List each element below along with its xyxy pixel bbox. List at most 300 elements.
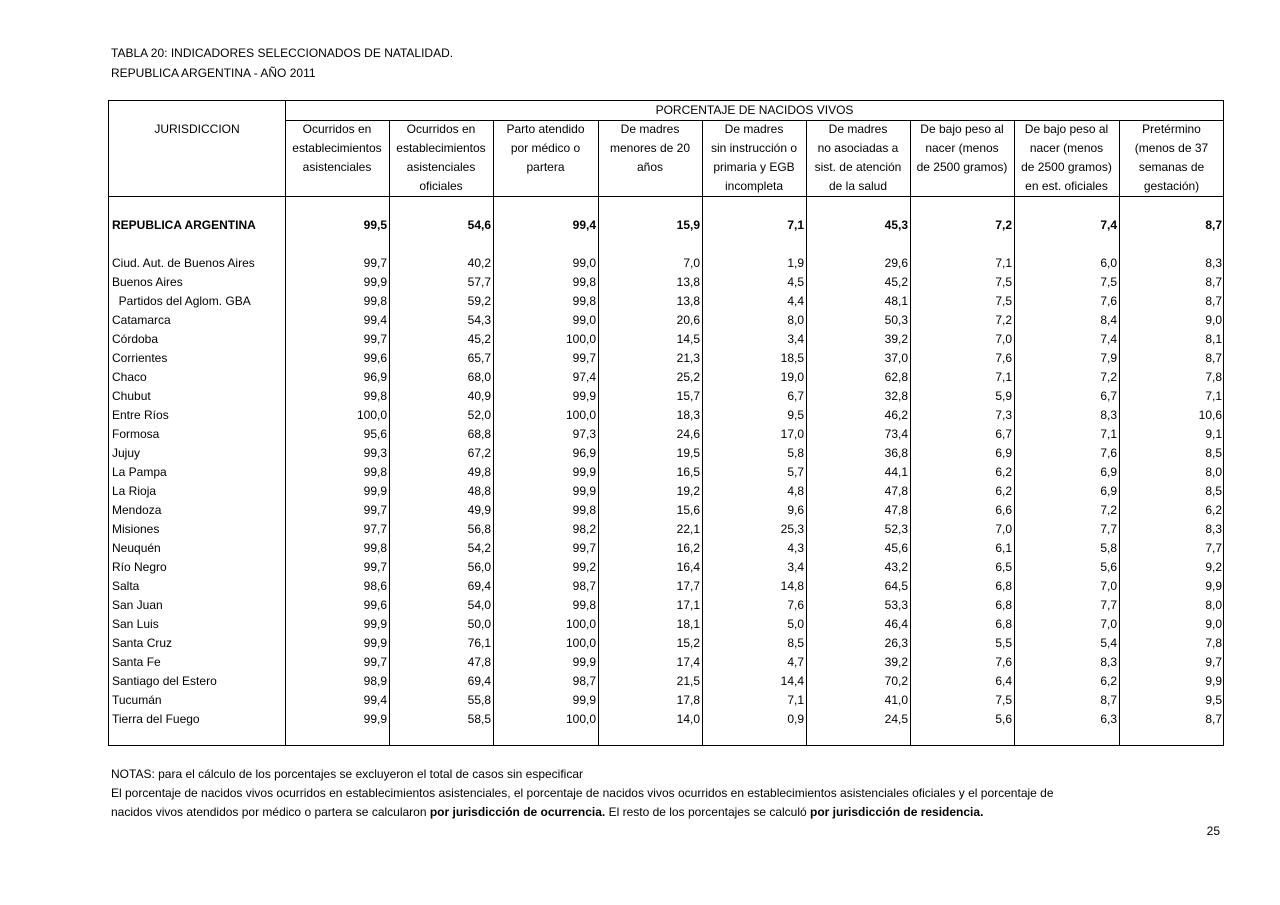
- table-row-value: 9,9: [1205, 674, 1222, 688]
- table-row-value: 8,0: [1205, 465, 1222, 479]
- table-row-value: 6,7: [995, 427, 1012, 441]
- table-row-value: 40,2: [467, 256, 491, 270]
- page-number: 25: [1206, 824, 1220, 838]
- table-row-value: 7,6: [995, 655, 1012, 669]
- table-row-value: 41,0: [884, 693, 908, 707]
- total-row-name: REPUBLICA ARGENTINA: [112, 218, 256, 232]
- table-row-value: 10,6: [1198, 408, 1222, 422]
- table-row-value: 6,0: [1100, 256, 1117, 270]
- table-row-value: 68,8: [467, 427, 491, 441]
- table-row-name: Catamarca: [112, 313, 171, 327]
- table-row-value: 99,9: [572, 465, 596, 479]
- group-header: PORCENTAJE DE NACIDOS VIVOS: [655, 103, 854, 117]
- table-row-value: 40,9: [467, 389, 491, 403]
- table-row-value: 39,2: [884, 655, 908, 669]
- table-row-value: 97,7: [363, 522, 387, 536]
- table-row-value: 21,3: [676, 351, 700, 365]
- total-row-value: 7,4: [1100, 218, 1117, 232]
- table-row-value: 14,4: [780, 674, 804, 688]
- table-row-value: 7,4: [1100, 332, 1117, 346]
- table-row-value: 0,9: [787, 712, 804, 726]
- table-row-value: 99,8: [363, 541, 387, 555]
- table-row-name: La Pampa: [112, 465, 167, 479]
- column-header-line: Parto atendido: [506, 122, 585, 136]
- table-row-value: 99,0: [572, 256, 596, 270]
- table-row-value: 7,7: [1205, 541, 1222, 555]
- table-row-value: 25,2: [676, 370, 700, 384]
- table-row-value: 99,7: [363, 655, 387, 669]
- table-row-value: 57,7: [467, 275, 491, 289]
- table-row-value: 5,8: [1100, 541, 1117, 555]
- notes-line-3-bold-b: por jurisdicción de residencia.: [810, 805, 984, 819]
- table-row-value: 13,8: [676, 294, 700, 308]
- table-row-value: 22,1: [676, 522, 700, 536]
- table-row-value: 99,8: [363, 389, 387, 403]
- total-row-value: 45,3: [884, 218, 908, 232]
- table-row-value: 8,3: [1205, 522, 1222, 536]
- table-row-value: 15,2: [676, 636, 700, 650]
- table-row-value: 6,7: [1100, 389, 1117, 403]
- table-row-value: 56,8: [467, 522, 491, 536]
- column-header-line: semanas de: [1138, 160, 1205, 174]
- table-row-value: 7,5: [995, 275, 1012, 289]
- table-row-value: 67,2: [467, 446, 491, 460]
- table-row-value: 98,9: [363, 674, 387, 688]
- table-row-value: 14,0: [676, 712, 700, 726]
- table-row-value: 8,3: [1100, 408, 1117, 422]
- table-row-value: 19,0: [780, 370, 804, 384]
- table-row-value: 7,3: [995, 408, 1012, 422]
- table-row-value: 99,8: [572, 598, 596, 612]
- table-row-value: 7,6: [1100, 446, 1117, 460]
- table-row-value: 4,3: [787, 541, 804, 555]
- table-row-value: 4,7: [787, 655, 804, 669]
- table-row-value: 7,5: [995, 294, 1012, 308]
- column-header-line: (menos de 37: [1134, 141, 1209, 155]
- table-row-value: 47,8: [884, 484, 908, 498]
- table-row-value: 99,9: [572, 655, 596, 669]
- table-row-value: 45,6: [884, 541, 908, 555]
- table-row-value: 49,8: [467, 465, 491, 479]
- table-row-value: 99,9: [572, 693, 596, 707]
- table-row-value: 96,9: [572, 446, 596, 460]
- table-row-name: Formosa: [112, 427, 160, 441]
- table-row-value: 8,5: [787, 636, 804, 650]
- table-row-value: 50,0: [467, 617, 491, 631]
- table-row-value: 99,0: [572, 313, 596, 327]
- table-row-value: 5,8: [787, 446, 804, 460]
- table-row-name: Jujuy: [112, 446, 141, 460]
- table-row-value: 9,7: [1205, 655, 1222, 669]
- table-row-name: Tierra del Fuego: [112, 712, 200, 726]
- table-row-value: 15,6: [676, 503, 700, 517]
- table-row-value: 7,6: [787, 598, 804, 612]
- column-header-line: establecimientos: [292, 141, 382, 155]
- table-row-value: 18,5: [780, 351, 804, 365]
- total-row-value: 7,1: [787, 218, 804, 232]
- table-row-value: 99,4: [363, 313, 387, 327]
- table-row-value: 9,0: [1205, 617, 1222, 631]
- column-header-line: Pretérmino: [1142, 122, 1201, 136]
- column-header-line: De madres: [620, 122, 680, 136]
- table-row-value: 7,5: [995, 693, 1012, 707]
- column-header-line: establecimientos: [396, 141, 486, 155]
- column-header: [806, 120, 910, 196]
- table-row-value: 97,4: [572, 370, 596, 384]
- notes-line-3-bold-a: por jurisdicción de ocurrencia.: [429, 805, 606, 819]
- table-row-value: 7,0: [683, 256, 700, 270]
- table-row-name: Tucumán: [112, 693, 162, 707]
- table-row-value: 5,6: [1100, 560, 1117, 574]
- table-row-value: 29,6: [884, 256, 908, 270]
- jurisdiccion-header: JURISDICCION: [154, 122, 240, 136]
- table-row-value: 6,9: [995, 446, 1012, 460]
- column-header: [493, 120, 598, 177]
- total-row-value: 8,7: [1205, 218, 1222, 232]
- table-row-value: 7,0: [995, 332, 1012, 346]
- table-row-value: 99,9: [572, 389, 596, 403]
- table-row-value: 24,5: [884, 712, 908, 726]
- table-row-value: 7,5: [1100, 275, 1117, 289]
- table-row-value: 56,0: [467, 560, 491, 574]
- table-row-value: 8,5: [1205, 446, 1222, 460]
- table-row-value: 47,8: [884, 503, 908, 517]
- table-row-value: 99,7: [363, 332, 387, 346]
- table-row-value: 99,7: [363, 256, 387, 270]
- table-row-value: 8,0: [787, 313, 804, 327]
- table-row-value: 98,2: [572, 522, 596, 536]
- table-row-value: 99,7: [363, 560, 387, 574]
- table-row-value: 98,6: [363, 579, 387, 593]
- table-row-value: 100,0: [565, 332, 596, 346]
- column-header-line: gestación): [1143, 179, 1200, 193]
- table-row-value: 49,9: [467, 503, 491, 517]
- table-row-value: 70,2: [884, 674, 908, 688]
- table-row-value: 7,1: [787, 693, 804, 707]
- table-row-value: 3,4: [787, 560, 804, 574]
- table-row-value: 100,0: [565, 408, 596, 422]
- table-row-value: 54,2: [467, 541, 491, 555]
- table-row-name: La Rioja: [112, 484, 157, 498]
- table-row-value: 6,8: [995, 617, 1012, 631]
- table-row-name: Río Negro: [112, 560, 167, 574]
- column-header-line: de 2500 gramos): [916, 160, 1008, 174]
- column-header-line: menores de 20: [609, 141, 691, 155]
- table-row-value: 9,5: [1205, 693, 1222, 707]
- column-header-line: sin instrucción o: [710, 141, 798, 155]
- table-row-value: 46,4: [884, 617, 908, 631]
- table-row-value: 6,2: [995, 484, 1012, 498]
- table-subtitle: REPUBLICA ARGENTINA - AÑO 2011: [111, 66, 316, 80]
- table-row-value: 99,8: [572, 503, 596, 517]
- table-row-value: 50,3: [884, 313, 908, 327]
- table-row-value: 26,3: [884, 636, 908, 650]
- table-row-value: 6,8: [995, 579, 1012, 593]
- column-header-line: nacer (menos: [925, 141, 999, 155]
- table-row-value: 8,7: [1205, 351, 1222, 365]
- table-row-value: 68,0: [467, 370, 491, 384]
- table-row-value: 8,3: [1205, 256, 1222, 270]
- table-row-value: 99,3: [363, 446, 387, 460]
- table-row-value: 6,3: [1100, 712, 1117, 726]
- table-row-value: 8,1: [1205, 332, 1222, 346]
- column-header-line: nacer (menos: [1029, 141, 1104, 155]
- table-row-value: 7,9: [1100, 351, 1117, 365]
- table-row-value: 55,8: [467, 693, 491, 707]
- table-row-value: 19,5: [676, 446, 700, 460]
- table-row-value: 39,2: [884, 332, 908, 346]
- table-row-value: 5,6: [995, 712, 1012, 726]
- table-row-value: 100,0: [565, 712, 596, 726]
- table-row-value: 16,2: [676, 541, 700, 555]
- table-row-value: 48,8: [467, 484, 491, 498]
- column-header-line: De madres: [828, 122, 888, 136]
- table-row-value: 99,4: [363, 693, 387, 707]
- table-row-value: 95,6: [363, 427, 387, 441]
- table-row-value: 16,4: [676, 560, 700, 574]
- column-header: [702, 120, 806, 196]
- table-row-name: Mendoza: [112, 503, 162, 517]
- table-row-value: 99,9: [572, 484, 596, 498]
- table-row-value: 17,7: [676, 579, 700, 593]
- notes-line-1: NOTAS: para el cálculo de los porcentajes se excluyeron el total de casos sin especificar: [111, 767, 584, 781]
- table-row-value: 6,1: [995, 541, 1012, 555]
- table-row-value: 98,7: [572, 579, 596, 593]
- table-row-value: 6,5: [995, 560, 1012, 574]
- table-row-value: 99,8: [363, 465, 387, 479]
- table-row-value: 37,0: [884, 351, 908, 365]
- table-row-value: 6,9: [1100, 465, 1117, 479]
- table-row-value: 8,7: [1205, 712, 1222, 726]
- table-row-value: 43,2: [884, 560, 908, 574]
- table-row-value: 99,9: [363, 484, 387, 498]
- notes-line-3: [111, 803, 983, 822]
- table-row-value: 59,2: [467, 294, 491, 308]
- column-header-line: De bajo peso al: [1024, 122, 1109, 136]
- table-row-value: 8,5: [1205, 484, 1222, 498]
- table-row-value: 52,3: [884, 522, 908, 536]
- table-row-value: 58,5: [467, 712, 491, 726]
- table-row-value: 100,0: [565, 617, 596, 631]
- table-row-value: 14,5: [676, 332, 700, 346]
- table-row-value: 7,1: [1100, 427, 1117, 441]
- table-row-name: San Luis: [112, 617, 159, 631]
- table-row-value: 7,1: [995, 256, 1012, 270]
- table-row-value: 7,6: [995, 351, 1012, 365]
- column-header: [598, 120, 702, 177]
- table-row-value: 5,7: [787, 465, 804, 479]
- table-row-value: 76,1: [467, 636, 491, 650]
- table-row-value: 8,7: [1205, 294, 1222, 308]
- total-row-value: 15,9: [676, 218, 700, 232]
- column-header-line: años: [636, 160, 664, 174]
- column-header-line: por médico o: [510, 141, 581, 155]
- total-row-value: 99,4: [572, 218, 596, 232]
- table-row-value: 99,8: [363, 294, 387, 308]
- table-row-name: Partidos del Aglom. GBA: [112, 294, 251, 308]
- table-row-name: Chaco: [112, 370, 147, 384]
- column-header: [910, 120, 1014, 177]
- column-header-line: incompleta: [724, 179, 784, 193]
- table-row-value: 7,6: [1100, 294, 1117, 308]
- column-header-line: asistenciales: [406, 160, 476, 174]
- table-row-value: 47,8: [467, 655, 491, 669]
- table-row-value: 54,3: [467, 313, 491, 327]
- table-row-name: Buenos Aires: [112, 275, 183, 289]
- table-row-value: 65,7: [467, 351, 491, 365]
- column-header-line: de 2500 gramos): [1021, 160, 1112, 174]
- table-row-value: 32,8: [884, 389, 908, 403]
- table-row-value: 6,6: [995, 503, 1012, 517]
- table-row-value: 99,8: [572, 294, 596, 308]
- table-row-name: Santa Cruz: [112, 636, 173, 650]
- table-row-value: 24,6: [676, 427, 700, 441]
- table-row-value: 99,9: [363, 636, 387, 650]
- table-row-name: Misiones: [112, 522, 160, 536]
- column-header-line: sist. de atención: [814, 160, 902, 174]
- table-row-value: 4,5: [787, 275, 804, 289]
- table-row-value: 99,6: [363, 351, 387, 365]
- column-header-line: partera: [526, 160, 565, 174]
- table-row-value: 100,0: [356, 408, 387, 422]
- notes-line-3-part-c: El resto de los porcentajes se calculó: [605, 805, 811, 819]
- table-row-value: 64,5: [884, 579, 908, 593]
- table-row-value: 9,9: [1205, 579, 1222, 593]
- table-row-name: Santiago del Estero: [112, 674, 217, 688]
- table-row-value: 9,2: [1205, 560, 1222, 574]
- column-header-line: De bajo peso al: [920, 122, 1004, 136]
- column-header-line: primaria y EGB: [713, 160, 795, 174]
- table-row-value: 54,0: [467, 598, 491, 612]
- table-row-value: 14,8: [780, 579, 804, 593]
- column-header-line: asistenciales: [302, 160, 372, 174]
- table-row-value: 53,3: [884, 598, 908, 612]
- table-row-value: 44,1: [884, 465, 908, 479]
- table-row-value: 7,2: [995, 313, 1012, 327]
- table-row-value: 9,0: [1205, 313, 1222, 327]
- table-row-value: 7,0: [1100, 579, 1117, 593]
- table-row-value: 62,8: [884, 370, 908, 384]
- table-row-value: 4,4: [787, 294, 804, 308]
- table-row-value: 99,7: [572, 351, 596, 365]
- table-row-value: 9,1: [1205, 427, 1222, 441]
- table-row-value: 6,9: [1100, 484, 1117, 498]
- table-row-value: 9,6: [787, 503, 804, 517]
- table-row-value: 99,9: [363, 275, 387, 289]
- table-row-value: 8,0: [1205, 598, 1222, 612]
- table-row-value: 8,4: [1100, 313, 1117, 327]
- total-row-value: 54,6: [467, 218, 491, 232]
- table-row-value: 45,2: [467, 332, 491, 346]
- column-header-line: Ocurridos en: [302, 122, 372, 136]
- table-row-value: 16,5: [676, 465, 700, 479]
- column-header-line: De madres: [724, 122, 784, 136]
- table-row-value: 6,2: [995, 465, 1012, 479]
- table-row-value: 9,5: [787, 408, 804, 422]
- table-row-value: 18,3: [676, 408, 700, 422]
- table-row-name: Entre Ríos: [112, 408, 169, 422]
- table-row-value: 3,4: [787, 332, 804, 346]
- table-row-value: 17,4: [676, 655, 700, 669]
- table-row-value: 25,3: [780, 522, 804, 536]
- table-row-value: 7,1: [995, 370, 1012, 384]
- table-row-value: 17,0: [780, 427, 804, 441]
- table-row-name: Corrientes: [112, 351, 168, 365]
- table-row-name: Salta: [112, 579, 140, 593]
- column-header-line: en est. oficiales: [1025, 179, 1108, 193]
- table-row-value: 7,1: [1205, 389, 1222, 403]
- table-row-value: 5,4: [1100, 636, 1117, 650]
- table-row-value: 8,7: [1100, 693, 1117, 707]
- column-header-line: de la salud: [828, 179, 888, 193]
- table-row-value: 8,3: [1100, 655, 1117, 669]
- column-header: [285, 120, 389, 177]
- table-row-value: 1,9: [787, 256, 804, 270]
- table-row-value: 7,2: [1100, 370, 1117, 384]
- table-row-value: 99,9: [363, 712, 387, 726]
- natality-table: [108, 100, 1224, 746]
- table-row-name: Ciud. Aut. de Buenos Aires: [112, 256, 255, 270]
- table-row-value: 69,4: [467, 674, 491, 688]
- table-row-value: 99,6: [363, 598, 387, 612]
- table-row-value: 7,8: [1205, 370, 1222, 384]
- table-row-value: 97,3: [572, 427, 596, 441]
- table-row-value: 48,1: [884, 294, 908, 308]
- table-row-name: Neuquén: [112, 541, 161, 555]
- table-row-name: Córdoba: [112, 332, 159, 346]
- table-row-value: 7,0: [1100, 617, 1117, 631]
- table-row-value: 5,5: [995, 636, 1012, 650]
- column-header-line: oficiales: [419, 179, 463, 193]
- table-row-value: 6,2: [1205, 503, 1222, 517]
- column-header: [1119, 120, 1224, 196]
- notes-line-3-part-a: nacidos vivos atendidos por médico o partera se calcularon: [111, 805, 430, 819]
- table-row-value: 7,7: [1100, 598, 1117, 612]
- table-row-value: 6,8: [995, 598, 1012, 612]
- table-row-value: 96,9: [363, 370, 387, 384]
- table-row-value: 7,0: [995, 522, 1012, 536]
- column-header-line: Ocurridos en: [406, 122, 476, 136]
- table-row-value: 18,1: [676, 617, 700, 631]
- table-row-value: 8,7: [1205, 275, 1222, 289]
- table-row-value: 99,8: [572, 275, 596, 289]
- table-row-value: 99,9: [363, 617, 387, 631]
- table-row-value: 21,5: [676, 674, 700, 688]
- table-row-value: 69,4: [467, 579, 491, 593]
- notes-line-2: El porcentaje de nacidos vivos ocurridos en establecimientos asistenciales, el porcentaje de nacidos vivos ocurridos en establecimientos asistenciales oficiales y el porcentaje de: [111, 786, 1054, 800]
- table-row-name: Santa Fe: [112, 655, 161, 669]
- table-row-value: 5,9: [995, 389, 1012, 403]
- table-row-value: 15,7: [676, 389, 700, 403]
- column-header: [389, 120, 493, 196]
- table-row-value: 99,7: [363, 503, 387, 517]
- table-row-value: 52,0: [467, 408, 491, 422]
- table-row-value: 17,1: [676, 598, 700, 612]
- table-row-name: Chubut: [112, 389, 151, 403]
- table-row-value: 5,0: [787, 617, 804, 631]
- table-row-value: 100,0: [565, 636, 596, 650]
- table-row-value: 46,2: [884, 408, 908, 422]
- column-header-line: no asociadas a: [817, 141, 899, 155]
- table-row-value: 4,8: [787, 484, 804, 498]
- header-bottom-divider: [109, 196, 1223, 197]
- table-row-value: 73,4: [884, 427, 908, 441]
- table-row-name: San Juan: [112, 598, 163, 612]
- table-row-value: 7,8: [1205, 636, 1222, 650]
- table-row-value: 99,7: [572, 541, 596, 555]
- table-row-value: 17,8: [676, 693, 700, 707]
- table-row-value: 36,8: [884, 446, 908, 460]
